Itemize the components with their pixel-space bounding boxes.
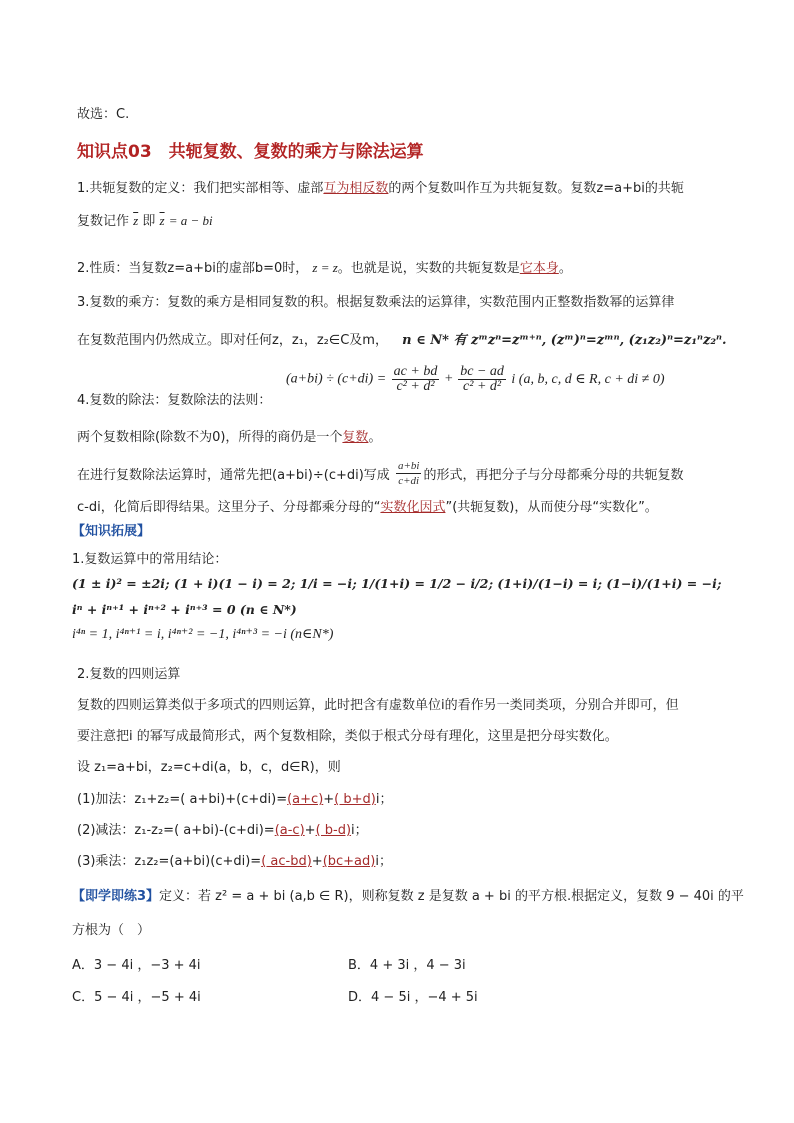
option-c[interactable]: C．5 − 4i ，−5 + 4i <box>72 990 201 1005</box>
answer-imag: (bc+ad) <box>322 854 376 869</box>
fraction-real <box>392 365 440 394</box>
power-formula: n ∈ N* 有 zᵐzⁿ=zᵐ⁺ⁿ, (zᵐ)ⁿ=zᵐⁿ, (z₁z₂)ⁿ=z₁ⁿz₂ⁿ. <box>402 333 727 348</box>
text: i； <box>351 823 368 838</box>
conjugate-formula: = a − bi <box>168 213 213 228</box>
division-formula <box>286 365 665 394</box>
denominator: c² + d² <box>463 379 502 394</box>
text: 。也就是说，实数的共轭复数是 <box>337 261 520 276</box>
multiplication-rule <box>77 850 734 869</box>
text: i； <box>375 854 392 869</box>
text: c-di，化简后即得结果。这里分子、分母都乘分母的“ <box>77 500 381 515</box>
text: 的形式，再把分子与分母都乘分母的共轭复数 <box>423 468 684 483</box>
link-real-factor[interactable]: 实数化因式 <box>380 500 446 515</box>
division-label: 4.复数的除法：复数除法的法则： <box>77 393 272 408</box>
option-b[interactable]: B．4 + 3i ，4 − 3i <box>348 958 466 973</box>
answer-line: 故选：C. <box>77 107 130 122</box>
link-opposite[interactable]: 互为相反数 <box>323 181 389 196</box>
division-method-line1 <box>77 459 734 488</box>
answer-imag: ( b-d) <box>315 823 352 838</box>
conjugate-definition-line1 <box>77 177 734 196</box>
ext2-line3: 设 z₁=a+bi，z₂=c+di(a，b，c，d∈R)，则 <box>77 760 341 775</box>
text: (2)减法：z₁-z₂=( a+bi)-(c+di)= <box>77 823 275 838</box>
ext2-line1: 复数的四则运算类似于多项式的四则运算，此时把含有虚数单位i的看作另一类同类项，分别合并即可，但 <box>77 698 679 713</box>
power-line1: 3.复数的乘方：复数的乘方是相同复数的积。根据复数乘法的运算律，实数范围内正整数指数幂的运算律 <box>77 295 675 310</box>
knowledge-extension-tag: 【知识拓展】 <box>72 524 151 539</box>
addition-rule <box>77 788 734 807</box>
zbar-symbol-2: $\overline{z}$ <box>159 213 165 228</box>
answer-real: ( ac-bd) <box>261 854 312 869</box>
text: 在进行复数除法运算时，通常先把(a+bi)÷(c+di)写成 <box>77 468 390 483</box>
denominator: c+di <box>398 475 420 487</box>
text: 1.共轭复数的定义：我们把实部相等、虚部 <box>77 181 324 196</box>
formula-tail: i (a, b, c, d ∈ R, c + di ≠ 0) <box>511 372 665 387</box>
numerator: bc − ad <box>460 364 504 379</box>
answer-real: (a+c) <box>287 792 324 807</box>
numerator: ac + bd <box>393 364 438 379</box>
text: ”(共轭复数)，从而使分母“实数化”。 <box>445 500 658 515</box>
practice-line1 <box>72 885 744 904</box>
practice-tag: 【即学即练3】 <box>72 889 160 904</box>
text: 即 <box>142 214 156 229</box>
numerator: a+bi <box>397 460 420 472</box>
ext1-formula3: i⁴ⁿ = 1, i⁴ⁿ⁺¹ = i, i⁴ⁿ⁺² = −1, i⁴ⁿ⁺³ = −i (n∈N*) <box>72 627 334 642</box>
ext2-title: 2.复数的四则运算 <box>77 667 181 682</box>
ext2-line2: 要注意把i 的幂写成最简形式，两个复数相除，类似于根式分母有理化，这里是把分母实数化。 <box>77 729 618 744</box>
text: 2.性质：当复数z=a+bi的虚部b=0时， <box>77 261 309 276</box>
property-line <box>77 257 734 276</box>
plus-sign: + <box>311 854 323 869</box>
ext1-formula2: iⁿ + iⁿ⁺¹ + iⁿ⁺² + iⁿ⁺³ = 0 (n ∈ N*) <box>72 602 297 617</box>
text: i； <box>375 792 393 807</box>
section-heading: 知识点03 共轭复数、复数的乘方与除法运算 <box>77 142 424 162</box>
text: (3)乘法：z₁z₂=(a+bi)(c+di)= <box>77 854 262 869</box>
practice-line2: 方根为（ ） <box>72 923 151 938</box>
link-itself[interactable]: 它本身 <box>519 261 559 276</box>
property-formula: z = z <box>312 260 338 275</box>
text: 。 <box>558 261 572 276</box>
formula-lhs: (a+bi) ÷ (c+di) = <box>286 371 387 387</box>
practice-question: 定义：若 z² = a + bi (a,b ∈ R)，则称复数 z 是复数 a + bi 的平方根.根据定义，复数 9 − 40i 的平 <box>159 889 744 904</box>
fraction-ratio <box>396 459 421 488</box>
plus-sign: + <box>323 792 335 807</box>
conjugate-definition-line2 <box>77 210 734 229</box>
power-line2 <box>77 329 734 348</box>
fraction-imag <box>458 365 506 394</box>
text: 两个复数相除(除数不为0)，所得的商仍是一个 <box>77 430 343 445</box>
text: 复数记作 <box>77 214 130 229</box>
text: (1)加法：z₁+z₂=( a+bi)+(c+di)= <box>77 792 288 807</box>
plus-sign: + <box>444 371 453 387</box>
ext1-formula1: (1 ± i)² = ±2i; (1 + i)(1 − i) = 2; 1/i = −i; 1/(1+i) = 1/2 − i/2; (1+i)/(1−i) = i; (1−i)/(1+i) = −i; <box>72 576 722 591</box>
plus-sign: + <box>304 823 316 838</box>
answer-real: (a-c) <box>274 823 305 838</box>
zbar-symbol: $\overline{z}$ <box>133 213 139 228</box>
division-method-line2 <box>77 496 734 515</box>
option-d[interactable]: D．4 − 5i ，−4 + 5i <box>348 990 478 1005</box>
text: 在复数范围内仍然成立。即对任何z，z₁，z₂∈C及m， <box>77 333 388 348</box>
text: 的两个复数叫作互为共轭复数。复数z=a+bi的共轭 <box>388 181 684 196</box>
answer-imag: ( b+d) <box>334 792 376 807</box>
link-complex[interactable]: 复数 <box>342 430 369 445</box>
subtraction-rule <box>77 819 734 838</box>
ext1-title: 1.复数运算中的常用结论： <box>72 552 228 567</box>
quotient-line <box>77 426 734 445</box>
text: 。 <box>368 430 382 445</box>
option-a[interactable]: A．3 − 4i ，−3 + 4i <box>72 958 201 973</box>
denominator: c² + d² <box>396 379 435 394</box>
